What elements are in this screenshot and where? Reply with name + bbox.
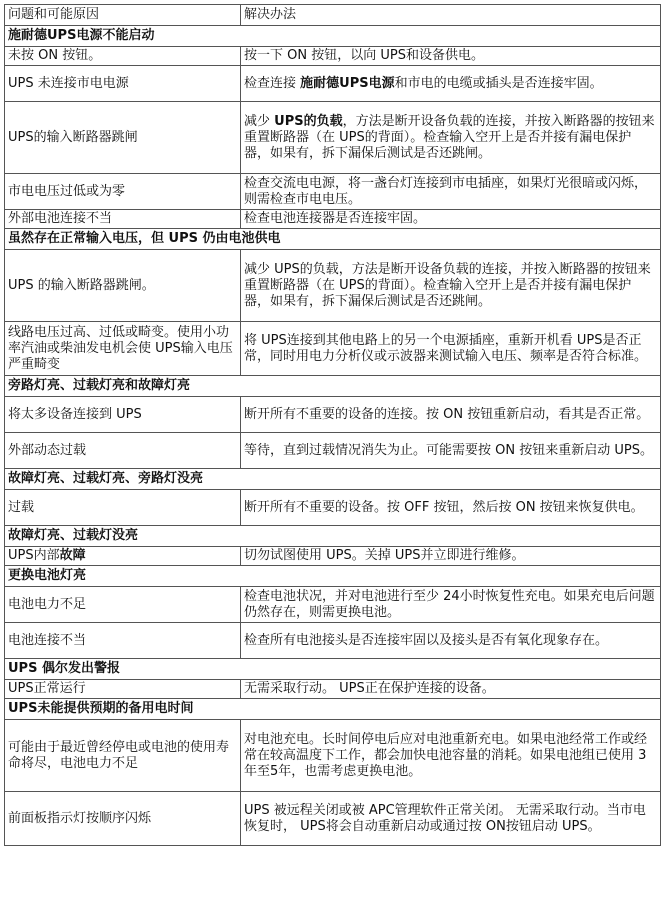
section-title: UPS 偶尔发出警报	[5, 659, 661, 680]
table-row	[5, 47, 661, 66]
problem-text: UPS内部	[8, 548, 60, 563]
table-row	[5, 66, 661, 102]
section-title: 故障灯亮、过载灯没亮	[5, 526, 661, 547]
table-row	[5, 433, 661, 469]
header-problem: 问题和可能原因	[5, 5, 241, 26]
problem-cell: 市电电压过低或为零	[5, 174, 241, 210]
table-row	[5, 587, 661, 623]
table-row	[5, 623, 661, 659]
solution-text: 和市电的电缆或插头是否连接牢固。	[394, 75, 603, 91]
table-header-row	[5, 5, 661, 26]
table-row	[5, 174, 661, 210]
problem-cell: UPS 未连接市电电源	[5, 66, 241, 102]
header-solution: 解决办法	[241, 5, 661, 26]
section-title: 虽然存在正常输入电压，但 UPS 仍由电池供电	[5, 229, 661, 250]
table-row	[5, 397, 661, 433]
solution-text: 减少	[244, 113, 275, 129]
section-heading-row	[5, 376, 661, 397]
problem-cell: UPS正常运行	[5, 680, 241, 699]
solution-cell: 切勿试图使用 UPS。关掉 UPS并立即进行维修。	[241, 547, 661, 566]
section-heading-row	[5, 566, 661, 587]
solution-emphasis: UPS的负载	[274, 113, 343, 129]
problem-cell: 将太多设备连接到 UPS	[5, 397, 241, 433]
solution-cell: 等待，直到过载情况消失为止。可能需要按 ON 按钮来重新启动 UPS。	[241, 433, 661, 469]
problem-cell: 线路电压过高、过低或畸变。使用小功率汽油或柴油发电机会使 UPS输入电压严重畸变	[5, 322, 241, 376]
solution-cell: 无需采取行动。 UPS正在保护连接的设备。	[241, 680, 661, 699]
solution-cell	[241, 66, 661, 102]
solution-cell: 检查交流电电源，将一盏台灯连接到市电插座，如果灯光很暗或闪烁，则需检查市电电压。	[241, 174, 661, 210]
solution-cell: 断开所有不重要的设备的连接。按 ON 按钮重新启动，看其是否正常。	[241, 397, 661, 433]
solution-cell: 按一下 ON 按钮，以向 UPS和设备供电。	[241, 47, 661, 66]
section-heading-row	[5, 526, 661, 547]
solution-cell: 将 UPS连接到其他电路上的另一个电源插座，重新开机看 UPS是否正常，同时用电力分析仪或示波器来测试输入电压、频率是否符合标准。	[241, 322, 661, 376]
section-title: UPS未能提供预期的备用电时间	[5, 699, 661, 720]
table-row	[5, 792, 661, 846]
solution-text: ，方法是断开设备负载的连接，并按入断路器的按钮来重置断路器（在 UPS的背面）。检查输入空开上是否并接有漏电保护器，如果有，拆下漏保后测试是否还跳闸。	[244, 113, 655, 161]
solution-cell	[241, 102, 661, 174]
solution-cell: 检查所有电池接头是否连接牢固以及接头是否有氧化现象存在。	[241, 623, 661, 659]
problem-cell: 电池电力不足	[5, 587, 241, 623]
section-heading-row	[5, 699, 661, 720]
section-heading-row	[5, 229, 661, 250]
problem-cell: 前面板指示灯按顺序闪烁	[5, 792, 241, 846]
problem-cell: 电池连接不当	[5, 623, 241, 659]
table-row	[5, 720, 661, 792]
section-title: 故障灯亮、过载灯亮、旁路灯没亮	[5, 469, 661, 490]
problem-cell: 未按 ON 按钮。	[5, 47, 241, 66]
problem-cell: UPS 的输入断路器跳闸。	[5, 250, 241, 322]
table-row	[5, 250, 661, 322]
solution-cell: 检查电池连接器是否连接牢固。	[241, 210, 661, 229]
table-row	[5, 680, 661, 699]
solution-cell: 检查电池状况，并对电池进行至少 24小时恢复性充电。如果充电后问题仍然存在，则需更换电池。	[241, 587, 661, 623]
section-title: 更换电池灯亮	[5, 566, 661, 587]
section-heading-row	[5, 659, 661, 680]
problem-cell	[5, 547, 241, 566]
section-title: 旁路灯亮、过载灯亮和故障灯亮	[5, 376, 661, 397]
section-title: 施耐德UPS电源不能启动	[5, 26, 661, 47]
section-heading-row	[5, 469, 661, 490]
solution-cell: 断开所有不重要的设备。按 OFF 按钮，然后按 ON 按钮来恢复供电。	[241, 490, 661, 526]
solution-cell: UPS 被远程关闭或被 APC管理软件正常关闭。 无需采取行动。当市电恢复时， UPS将会自动重新启动或通过按 ON按钮启动 UPS。	[241, 792, 661, 846]
solution-cell: 对电池充电。长时间停电后应对电池重新充电。如果电池经常工作或经常在较高温度下工作，都会加快电池容量的消耗。如果电池组已使用 3年至5年，也需考虑更换电池。	[241, 720, 661, 792]
table-row	[5, 547, 661, 566]
problem-cell: 外部电池连接不当	[5, 210, 241, 229]
problem-cell: 外部动态过载	[5, 433, 241, 469]
solution-emphasis: 施耐德UPS电源	[300, 75, 395, 91]
troubleshooting-table	[4, 4, 661, 846]
table-row	[5, 102, 661, 174]
problem-emphasis: 故障	[59, 548, 86, 563]
section-heading-row	[5, 26, 661, 47]
table-row	[5, 322, 661, 376]
problem-cell: 过载	[5, 490, 241, 526]
solution-cell: 减少 UPS的负载，方法是断开设备负载的连接，并按入断路器的按钮来重置断路器（在 UPS的背面）。检查输入空开上是否并接有漏电保护器，如果有，拆下漏保后测试是否还跳闸。	[241, 250, 661, 322]
table-row	[5, 490, 661, 526]
problem-cell: 可能由于最近曾经停电或电池的使用寿命将尽，电池电力不足	[5, 720, 241, 792]
problem-cell: UPS的输入断路器跳闸	[5, 102, 241, 174]
solution-text: 检查连接	[244, 75, 301, 91]
table-row	[5, 210, 661, 229]
